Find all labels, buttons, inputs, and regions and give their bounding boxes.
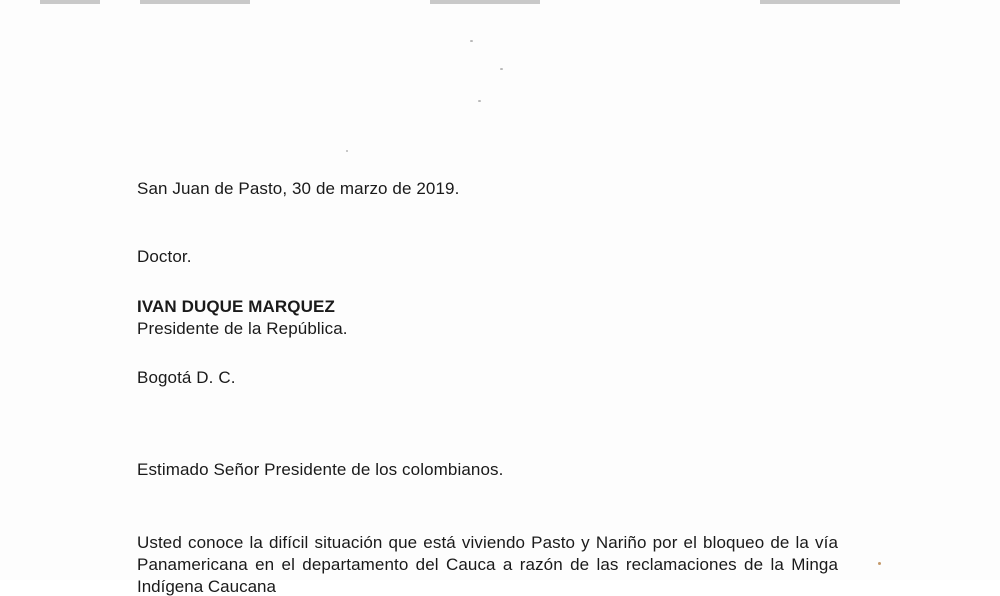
scan-speck	[470, 40, 473, 42]
recipient-city: Bogotá D. C.	[137, 368, 236, 387]
scan-artifact	[760, 0, 900, 4]
body-line: Usted conoce la difícil situación que está viviendo Pasto y Nariño por el bloqueo de la vía	[137, 533, 838, 552]
body-line-partial	[137, 570, 838, 596]
body-line: Indígena Caucana	[137, 577, 276, 596]
scan-artifact	[40, 0, 100, 4]
recipient-name: IVAN DUQUE MARQUEZ	[137, 297, 335, 316]
scan-speck	[500, 68, 503, 70]
letter-salutation: Estimado Señor Presidente de los colombianos.	[137, 460, 504, 479]
letter-date: San Juan de Pasto, 30 de marzo de 2019.	[137, 179, 460, 198]
recipient-title: Doctor.	[137, 247, 192, 266]
body-line: Panamericana en el departamento del Cauca a razón de las reclamaciones de la Minga	[137, 555, 838, 574]
scan-speck	[478, 100, 481, 102]
scan-speck	[878, 562, 881, 565]
scan-artifact	[430, 0, 540, 4]
scan-speck	[346, 150, 348, 152]
recipient-position: Presidente de la República.	[137, 319, 348, 338]
scan-artifact	[140, 0, 250, 4]
